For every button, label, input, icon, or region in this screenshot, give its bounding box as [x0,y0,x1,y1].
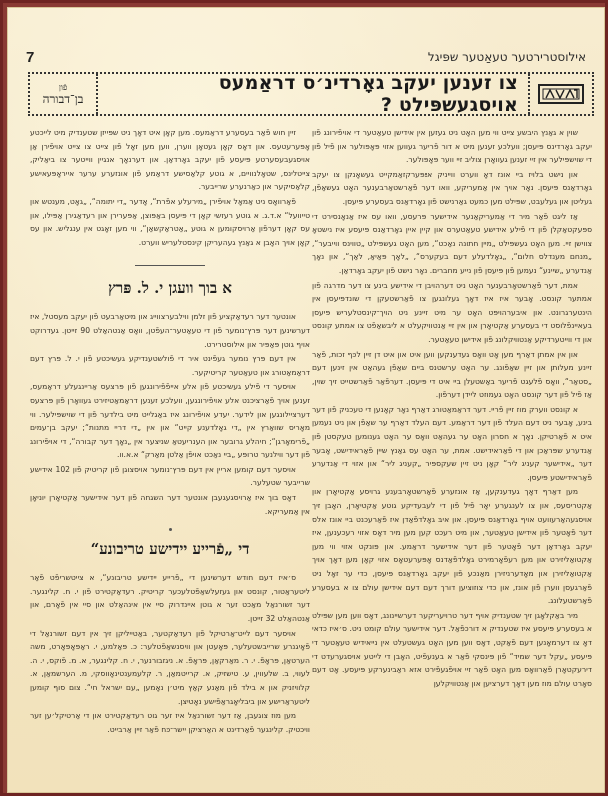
paragraph: זיין חוש פֿאַר בעסערע דראַמעס. מען קאָן איט דאָך ניט שפּייזן שטענדיק מיט לייכטע אָפּערעטעס. און דאָס קאָן געטאָן ווערן, ווען מען זאָל פֿון צייט צו צייט אויפֿירן אַן אויסגעבעסערטע פּיעסע פֿון יעקב גאָרדאַן. און דערנאָך אנגיין ווייטער צו ביאַליק, צייטלינס, שטאָלנוויים, א גוטע קלאַסישע דראַמע פֿון אונזערע ערער אייראָפּעאישע קלאַסיקער און כאַרנערע שרייבער. [30,128,310,192]
paragraph: מען מוז צוגעבן, אַז דער זשורנאַל איז זער גוט רעדאַקטירט און די אַרטיקל׳ען זער וויכטיק. קלינגער פֿאַרדינט א האַרציקן יישר־כּח פֿאַר זיין אַרבייט. [30,711,310,734]
article-headline: צו זענען יעקב גאָרדינ׳ס דראַמעס אויסגעשפּילט ? [218,72,518,116]
section-title-peretz-book: א בוך וועגן י. ל. פּרץ [108,279,232,298]
byline-author: בן־דבורה [42,91,84,106]
section-divider [135,265,205,266]
paragraph: מיר באַקלאָגן זיך שטענדיק אויף דער טרויעריקער דערשיינונג, דאָס ווען מען שפּילט א בעסערע פּיעסע איז שטענדיק א דורכפֿאַל. דער אידישער עולם קומט ניט. ס׳איז כדאי דאָ צו דערמאָנען דעם פֿאַקט, דאָס ווען מען האָט געשטעלט אין נייאידיש טעאַטער די פּיעסע „עקל דער שמיד“ פֿון פּינסקי פֿאַר א בענעפֿיט, האָבן די לייטע אויסגערעדט די דירעקטאָרן פֿאַרוואָס מען האָט פֿאַר זיי אויפֿגעפֿירט אזא ראַבינערקע פּיעסע. אָט דעם סאָרט עולם מוז מען דאָך דערציען און אַנטוויקלען [312,610,592,688]
theater-logo-icon [538,84,584,104]
page-number: 7 [26,48,35,66]
left-column [30,126,310,737]
byline [30,74,98,114]
paragraph: אמת, דער פֿאַרשטאָרבענער האָט ניט דערהויבן די אידישע בינע צו דער מדרגה פֿון אמתער קונסט. אָבער איז איז דאָך געלונגען צו פֿאַרשטעקן די שונדפּיעסן אין הינטערגרונט. און איבערהויפּט האָט ער מיט זיינע ניט הויך־קינסטלעריש פּיעסן בעאיינפֿלוסט די בעסערע אַקטיאָרן און אין זיי אַנטוויקעלט א ליבשאַפֿט צו אמתע קונסט און די ווייטערדיקע אַנטוויקלונג פֿון אידישן טעאַטער. [312,280,592,344]
paragraph: שוין א גאַנץ היבשע צייט ווי מען האָט ניט געזען אין אידישן טעאַטער די אויפֿירונג פֿון יעקב גאָרדינס פּיעסן; וועלכע זענען מיט א דור פֿריער געווען אזוי פּאָפּולער און פֿיל פֿון די שוישפּילער אין זיי זענען געוואָרן צוליב זיי ווער פּאָפּולער. [312,128,592,165]
article-title-box [28,72,594,116]
paragraph: אויסער דעם לייט־אַרטיקל פֿון רעדאַקטער, באַטייליקן זיך אין דעם זשורנאַל די פֿאָיגנרע שרייבשטעלער, פּאָעטן און וויסנשאַפֿטלער: כ. פּאַלמע, י. ראַפּאָפּאָרט, משה הערטאַן, פּראָפֿ. י. ר. מאַרקאַן, פּראָפֿ. א. ניגזבורנער, י. ח. קלינגער, א. מ. פֿוקס, י. ה. לעווי, ב. שלעווין, ע. טישזיק, א. קרייטמאַן, ר. קלעמענטינאָווסקי, מ. הערשמאַן, א. קלוויזניק און א בילד פֿון מאַנע קאַץ מיט׳ן נאָמען „עם ישראל חי“. צום סוף קומען ליטעראַרישע און ביבליאָגראַפֿישע נאָטיצן. [30,628,310,706]
paragraph: אונטער דער רעדאַקציע פֿון זלמן ווילבערצווייג און מיטאַרבעט פֿון יעקב מעסטל, איז דערשינען דער פּרץ־נומער פֿון די טעאַטער־העפֿטן, וואָס אַנטהאַלט 90 זייטן. געדרוקט אויף גוטן פּאַפּיר און אילוסטרירט. [30,312,310,349]
paragraph: ס׳איז דעם חודש דערשינען די „פֿרייע יידישע טריבונע“, א צייטשריפֿט פֿאַר ליטעראַטור, קונסט און געזעלשאַפֿטלעכער קריטיק. רעדאַקטירט פֿון י. ח. קלינגער. דער זשורנאַל מאַכט זער א גוטן איינדרוק סיי אין אינהאַלט און סיי אין פֿאָרם, און אַנטהאַלט 32 זייטן. [30,573,310,624]
paragraph: אויסער דעם קומען אריין אין דעם פּרץ־נומער אויסצוגן פֿון קריטיק פֿון 102 אידישע שרייבער שטעלער. [30,464,310,488]
publication-name: אילוסטרירטער טעאַטער שפּיגל [427,50,586,64]
paragraph: און נישט בלויז ביי אונז דאָ ווערט ווייניק אײַפּערקזאַמקייט געשאָנקן צו יעקב גאָרדאַנס פּיעסן. נאָר אויך אין אַמעריקע, וואו דער פֿאַרשטאַרבענער האָט געשאַפֿן, געליטן און געלעבט, שפּילט מען כמעט גאַרנישט פֿון גאָרדאַנס בעסערע פּיעסן. [312,169,592,206]
paragraph: אַז ליגט פֿאַר מיר די אַמעריקאַנער אידישער פּרעסע, וואו עס איז אַנאָנסירט די ספּעקטאַקלן פֿון די פֿילע אידישע טעאַטערס און קיין איין גאָרדאַנס פּיעסע איז נישטאָ צווישן זיי. מען האָט געשפּילט „מיין חתונה נאַכט“, מען האָט געשפּילט „טווינס ווייבער“, „מנחם מענדלס חלום“, „גאָלדעלע דעם בעקערס“, „לאָך פּאַיאַ, לאַך“, און נאָך אַנדערע „שיינע“ נעמען פֿון פּיעסן פֿון נייע מחברים. נאָר נישט פֿון יעקב גאָרדאַן. [312,211,592,275]
newspaper-page [7,7,605,793]
paragraph: אין דעם פּרץ נומער געפֿינט איר די פֿולשטענדיקע געשיכטע פֿון י. ל. פּרץ דעם דראַמאַטורג און טעאַטער קריטיקער. [30,354,310,377]
section-divider-dot [169,528,172,531]
section-title-tribune: די „פֿרייע יידישע טריבונע“ [90,540,250,559]
running-header [26,48,586,66]
paragraph: און אין אמתן דאַרף מען אָט וואָס געדענקען ווען איט און איט דן זיין לכּף זכות, פֿאַר זיינע מעלותן און זיין שאַפֿונג. ער האָט ערשטנס ביים שאַפֿן געהאַט אין זינען דעם „סטאַר“, וואָס פֿלעגט פֿריער באַשטעלן ביי איט די פּיעסן. דערפֿאַר פֿאַרשטייט זיך שוין, אַז פֿיל פֿון דער קונסט האָט געמוזט ליידן דערפֿון. [312,349,592,400]
byline-prefix: פֿון [58,82,68,92]
paragraph: אויסער די פֿילע געשיכטע פֿון אלע אייפֿפֿירונגען פֿון פּרצעס אַריינגעלע דראַמעס, זענען אויך פֿאַרציכנט אלע אויפֿירונגען, וועלכע זענען דראַמאַטיזירט געוואָרן פֿון פּרצעס דערציילונגען און לידער. יעדע אויפֿירונג איז באַגלייט מיט בילדער פֿון די שוישפּילער. ווי מאָריס שוואַרץ אין „די גאָלדענע קייט“ און אין „די דריי מתנות“; יעקב בן־עמים „פֿרימאָרגן“; חיהלע גרובער און הענריעטאַ שניצער אין „נאָך דער קבורה“, די אויפֿירונג פֿון דער ווילנער טרופּע „ביי נאַכט אויפֿן אַלטן מאַרק“ א.א.וו. [30,382,310,460]
paragraph: מען דאַרף דאָך געדענקען, אַז אונזערע פֿאַרשטאָרבענע גרויסע אַקטיאָרן און אַקטריסעס, און צו לענגערע יאָר פֿיל פֿון די לעבעדיקע גוטע אַקטיאָרן, האָבן זיך אויסגעהאַרעוועט אויף גאָרדאַנס פּיעסן. און איבּ גאָלדפֿאַדן איז פֿאַרעכנט ביי אונז אלס דער פֿאָטער פֿון אידישן טעאַטער, און מיט רעכט קען מען מיר דאָס אזוי רעכענען, איז יעקב גאָרדאַן דער פֿאָטער פֿון דער אידישער דראַמע. און פּונקט אזוי ווי מען אַקטואַליזירט און מען רעפֿאָרמירט גאָלדפֿאַדנס אָפּערעטאָס אזוי קאָן מען דאָך אויך אַקטואַליזירן און מאָדערניזירן מאַנכע פֿון יעקב גאָרדאַנס פּיעסן, כדי ער זאָל ניט פֿאַרגעסן ווערן פֿון אונז, און כדי צוזוציען דורך דעם דעם אידישן עולם צו א בעסערע פֿאַרשטעלונג. [312,487,592,606]
paragraph: דאָס בוך איז אַרויסגעגעבן אונטער דער השגחה פֿון דער אידישער אַקטיאָרן יוניאָן אין אַמעריקא. [30,493,310,516]
paragraph: א קונסט ווערק מוז זיין פֿריי. דער דראַמאַטורג דאַרף נאָר קאָנען די טעכניק פֿון דער בינע, אָבער ניט דעם העלד פֿון דער דראַמע. דעם העלד דאַרף ער שאַפֿן און ניט נעמען איט א פֿאַרטיקן. נאָך א חסרון האָט ער געהאַט וואָס ער האָט גענומען טעקסטן פֿון אַנדערע שפּראַכן און די פֿאַראידישט. אמת, ער האָט עס גאַנץ שיין פֿאַראידישט, אָבער דער „אידישער קעניג ליר“ קאָן ניט זיין שעקספּיר „קעניג ליר“ און אזוי די אַנדערע פֿאַראידישטע פּיעסן. [312,404,592,482]
paragraph: פֿאַרוואָס ניט אַמאָל אויפֿירן „מירעלע אפֿרת“, אָדער „די יתומה“, „גאָט, מענטש און טייוועל“ א.ד.ג. א גוטע רעזשי קאָן די פּיעסן באַפּוצן, אַפּערירן און רעדאַגירן אַפּילו, און עס קאָן דערפֿון אַרויסקומען א גוטע „אַטראַקשאַן“, ווי מען זאָגט אין ענגליש. און עס קאָן אויך האָבן א גאַנץ געהעריקן קינסטלעריש ווערט. [30,196,310,247]
logo-cell [528,74,592,114]
theater-logo-glyph [541,87,581,101]
right-column [312,126,592,691]
